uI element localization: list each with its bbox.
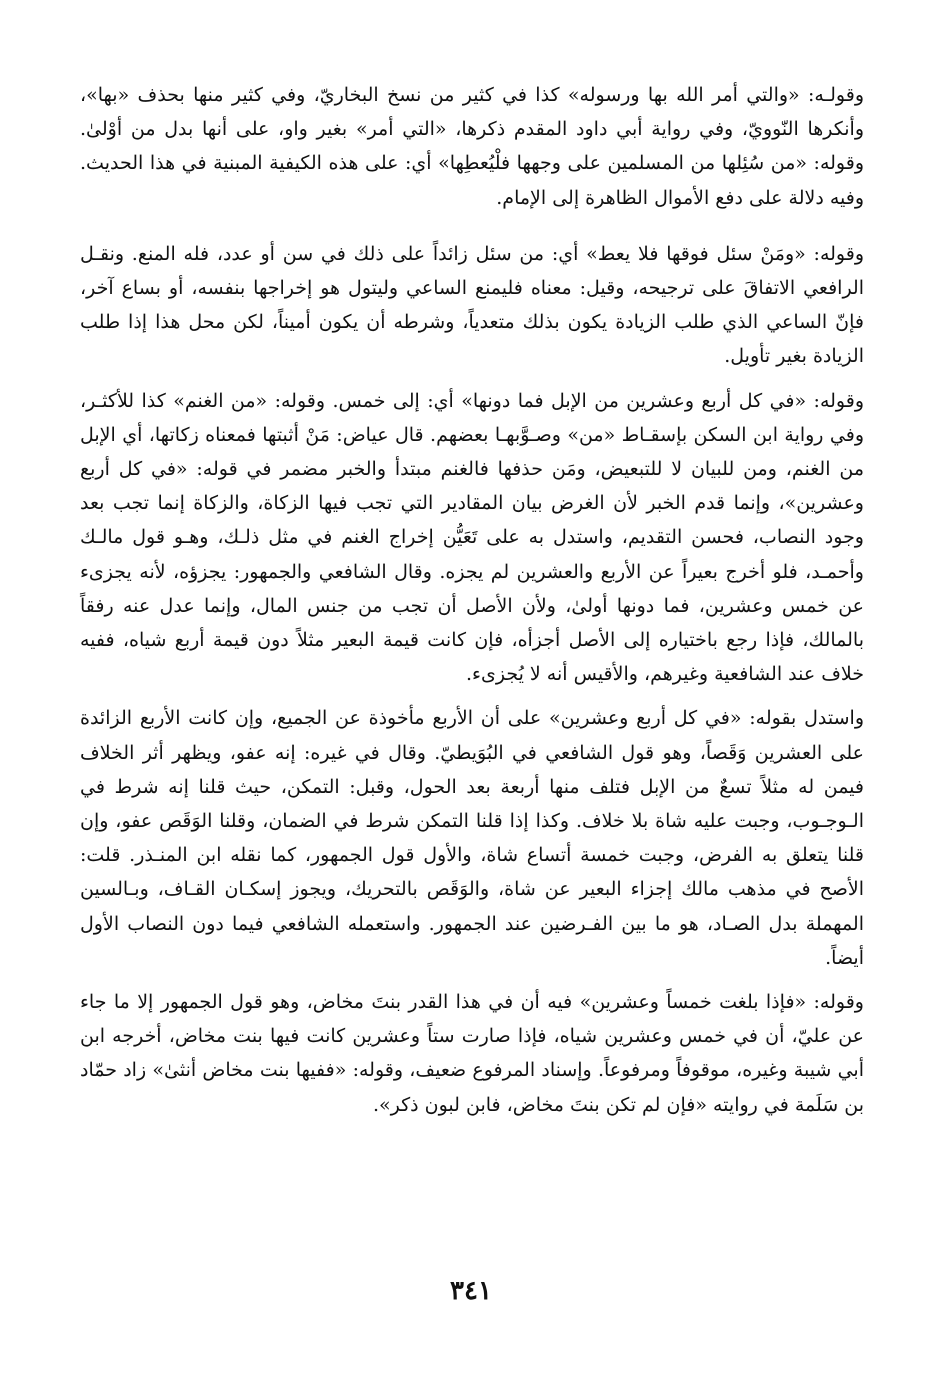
page-number: ٣٤١ <box>450 1276 492 1306</box>
paragraph-2: وقوله: «ومَنْ سئل فوقها فلا يعط» أي: من سئل زائداً على ذلك في سن أو عدد، فله المنع. ونقـل الرافعي الاتفاقَ على ترجيحه، وقيل: معناه فليمنع الساعي وليتول هو إخراجها بنفسه، أو بساع آخر، فإنّ الساعي الذي طلب الزيادة يكون بذلك متعدياً، وشرطه أن يكون أميناً، لكن محل هذا إذا طلب الزيادة بغير تأويل. <box>80 242 864 368</box>
paragraph-1: وقولـه: «والتي أمر الله بها ورسوله» كذا في كثير من نسخ البخاريّ، وفي كثير منها بحذف «بها»، وأنكرها النّوويّ، وفي رواية أبي داود المقدم ذكرها، «التي أمر» بغير واو، على أنها بدل من أوْلىٰ. وقوله: «من سُئِلها من المسلمين على وجهها فلْيُعطِها» أي: على هذه الكيفية المبنية في هذا الحديث. وفيه دلالة على دفع الأموال الظاهرة إلى الإمام. <box>80 84 864 209</box>
paragraph-5: وقوله: «فإذا بلغت خمساً وعشرين» فيه أن في هذا القدر بنتَ مخاض، وهو قول الجمهور إلا ما جاء عن عليّ، أن في خمس وعشرين شياه، فإذا صارت ستاً وعشرين كانت فيها بنت مخاض، أخرجه ابن أبي شيبة وغيره، موقوفاً ومرفوعاً. وإسناد المرفوع ضعيف، وقوله: «ففيها بنت مخاض أنثىٰ» زاد حمّاد بن سَلَمة في روايته «فإن لم تكن بنتَ مخاض، فابن لبون ذكر». <box>80 991 864 1116</box>
body-text <box>80 78 864 1122</box>
paragraph-3: وقوله: «في كل أربع وعشرين من الإبل فما دونها» أي: إلى خمس. وقوله: «من الغنم» كذا للأكثـر، وفي رواية ابن السكن بإسقـاط «من» وصـوَّبهـا بعضهم. قال عياض: مَنْ أثبتها فمعناه زكاتها، أي الإبل من الغنم، ومن للبيان لا للتبعيض، ومَن حذفها فالغنم مبتدأ والخبر مضمر في قوله: «في كل أربع وعشرين»، وإنما قدم الخبر لأن الغرض بيان المقادير التي تجب فيها الزكاة، والزكاة إنما تجب بعد وجود النصاب، فحسن التقديم، واستدل به على تَعَيُّن إخراج الغنم في مثل ذلـك، وهـو قول مالـك وأحمـد، فلو أخرج بعيراً عن الأربع والعشرين لم يجزه. وقال الشافعي والجمهور: يجزؤه، لأنه يجزىء عن خمس وعشرين، فما دونها أولىٰ، ولأن الأصل أن تجب من جنس المال، وإنما عدل عنه رفقاً بالمالك، فإذا رجع باختياره إلى الأصل أجزأه، فإن كانت قيمة البعير مثلاً دون قيمة أربع شياه، ففيه خلاف عند الشافعية وغيرهم، والأقيس أنه لا يُجزىء. <box>80 389 864 686</box>
paragraph-4: واستدل بقوله: «في كل أربع وعشرين» على أن الأربع مأخوذة عن الجميع، وإن كانت الأربع الزائدة على العشرين وَقَصاً، وهو قول الشافعي في البُوَيطيّ. وقال في غيره: إنه عفو، ويظهر أثر الخلاف فيمن له مثلاً تسعٌ من الإبل فتلف منها أربعة بعد الحول، وقبل: التمكن، حيث قلنا إنه شرط في الـوجـوب، وجبت عليه شاة بلا خلاف. وكذا إذا قلنا التمكن شرط في الضمان، وقلنا الوَقَص عفو، وإن قلنا يتعلق به الفرض، وجبت خمسة أتساع شاة، والأول قول الجمهور، كما نقله ابن المنـذر. قلت: الأصح في مذهب مالك إجزاء البعير عن شاة، والوَقَص بالتحريك، ويجوز إسكـان القـاف، وبـالسين المهملة بدل الصـاد، هو ما بين الفـرضين عند الجمهور. واستعمله الشافعي فيما دون النصاب الأول أيضاً. <box>80 707 864 969</box>
